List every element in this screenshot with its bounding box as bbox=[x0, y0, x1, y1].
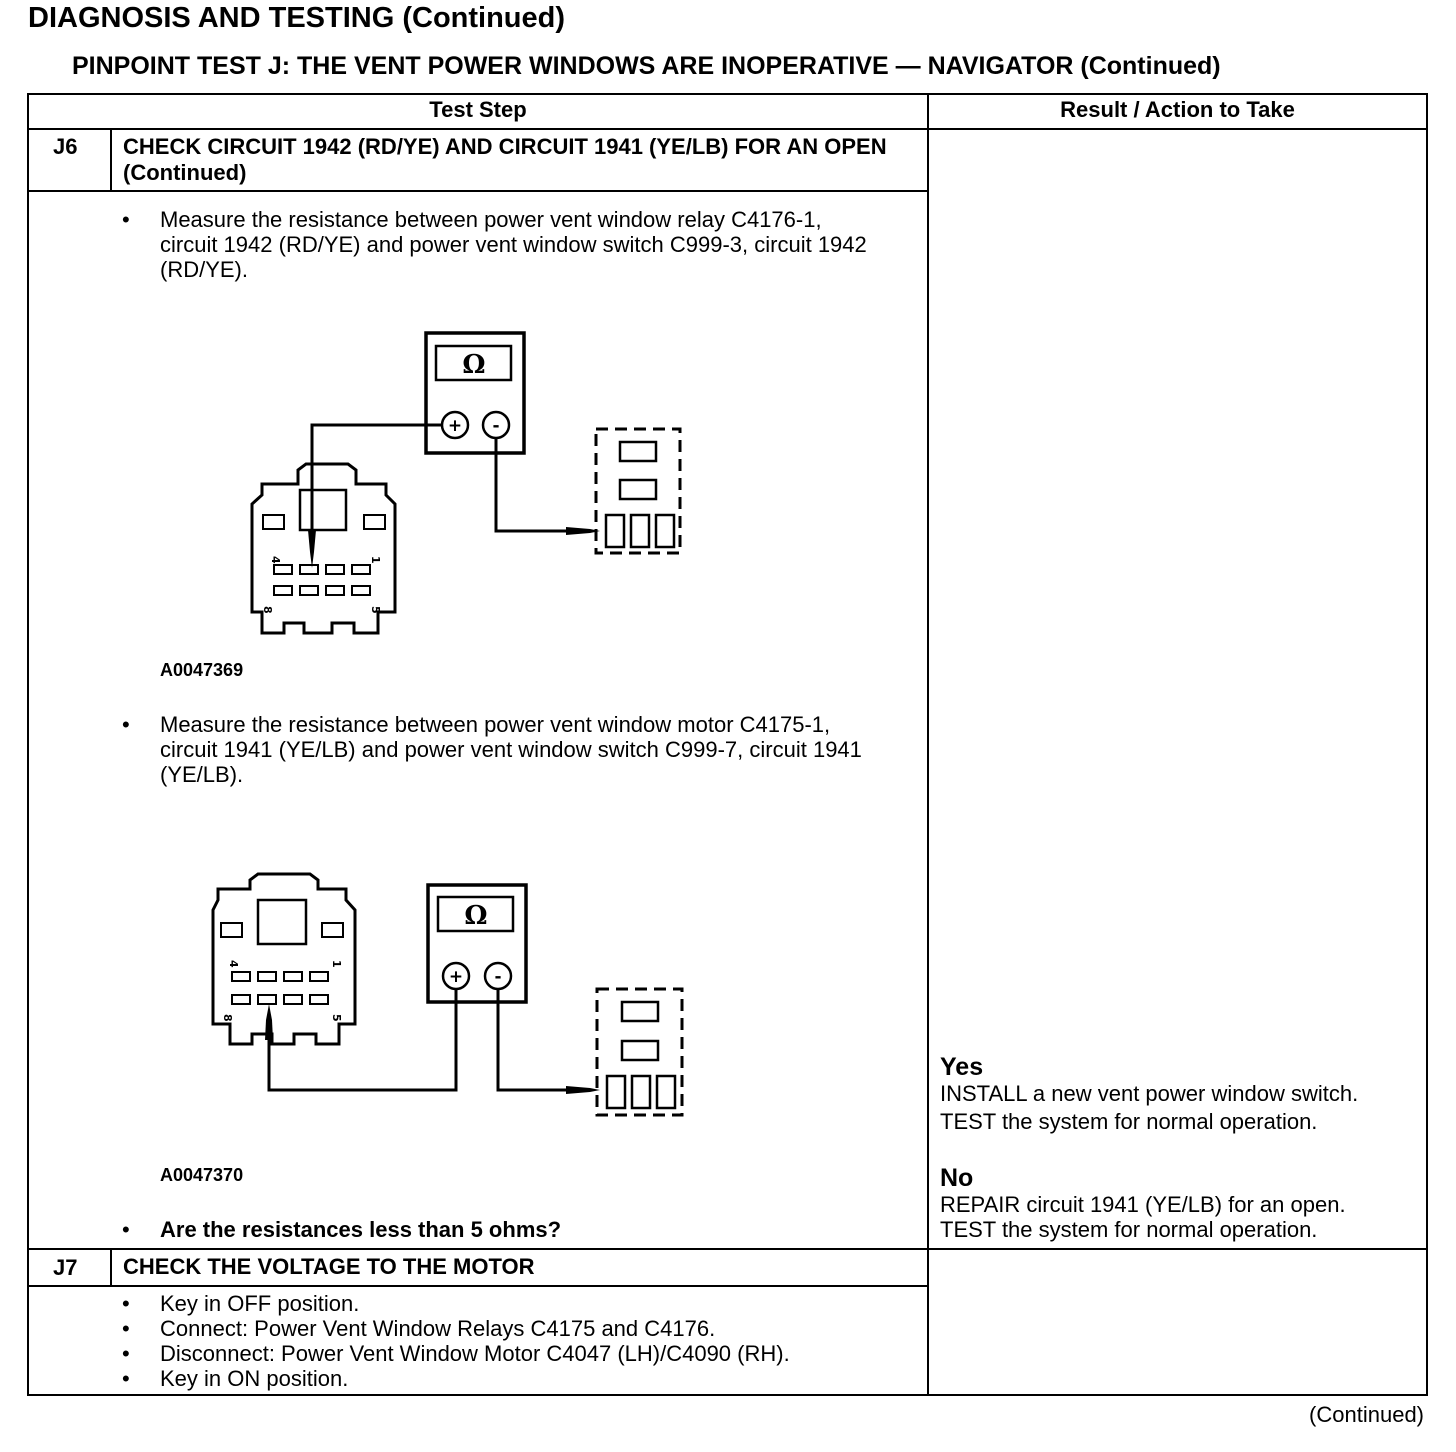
step-title-j7: CHECK THE VOLTAGE TO THE MOTOR bbox=[123, 1254, 535, 1279]
result-no-action-2: TEST the system for normal operation. bbox=[940, 1217, 1318, 1242]
step-j6-instruction-2: Measure the resistance between power vent window motor C4175-1, circuit 1941 (YE/LB) and power vent window switch C999-7, circuit 1941 (YE/LB). bbox=[160, 712, 862, 787]
step-j7-instruction-3: Disconnect: Power Vent Window Motor C4047 (LH)/C4090 (RH). bbox=[160, 1341, 790, 1366]
result-yes-action-2: TEST the system for normal operation. bbox=[940, 1109, 1318, 1134]
figure-id-2: A0047370 bbox=[160, 1165, 244, 1185]
step-j7-instruction-4: Key in ON position. bbox=[160, 1366, 349, 1391]
page-title: DIAGNOSIS AND TESTING (Continued) bbox=[28, 2, 566, 34]
pin-label: 4 bbox=[227, 960, 240, 968]
bullet-marker: • bbox=[122, 1366, 130, 1391]
step-title-j6: CHECK CIRCUIT 1942 (RD/YE) AND CIRCUIT 1941 (YE/LB) FOR AN OPEN (Continued) bbox=[123, 134, 887, 185]
step-j6-question: Are the resistances less than 5 ohms? bbox=[160, 1217, 562, 1242]
step-id-j7: J7 bbox=[53, 1255, 78, 1280]
step-j7-instruction-2: Connect: Power Vent Window Relays C4175 and C4176. bbox=[160, 1316, 716, 1341]
pin-label: 8 bbox=[221, 1014, 234, 1022]
pin-label: 1 bbox=[330, 960, 343, 968]
result-no-label: No bbox=[940, 1164, 974, 1192]
step-id-j6: J6 bbox=[53, 134, 78, 159]
plus-terminal: + bbox=[447, 416, 463, 436]
header-test-step: Test Step bbox=[429, 97, 527, 122]
ohm-symbol: Ω bbox=[464, 901, 488, 931]
step-j6-instruction-1: Measure the resistance between power vent window relay C4176-1, circuit 1942 (RD/YE) and power vent window switch C999-3, circuit 1942 (RD/YE). bbox=[160, 207, 867, 282]
pinpoint-test-title: PINPOINT TEST J: THE VENT POWER WINDOWS ARE INOPERATIVE — NAVIGATOR (Continued) bbox=[72, 52, 1221, 80]
header-result-action: Result / Action to Take bbox=[1060, 97, 1295, 122]
ohm-symbol: Ω bbox=[462, 350, 486, 380]
bullet-marker: • bbox=[122, 1217, 130, 1242]
result-yes-action-1: INSTALL a new vent power window switch. bbox=[940, 1081, 1359, 1106]
continued-footer: (Continued) bbox=[1309, 1402, 1424, 1427]
bullet-marker: • bbox=[122, 207, 130, 232]
plus-terminal: + bbox=[448, 967, 464, 987]
pin-label: 5 bbox=[369, 606, 382, 614]
step-j7-instruction-1: Key in OFF position. bbox=[160, 1291, 360, 1316]
result-yes-label: Yes bbox=[940, 1053, 984, 1081]
bullet-marker: • bbox=[122, 1291, 130, 1316]
pin-label: 4 bbox=[269, 556, 282, 564]
result-no-action-1: REPAIR circuit 1941 (YE/LB) for an open. bbox=[940, 1192, 1346, 1217]
bullet-marker: • bbox=[122, 1341, 130, 1366]
pin-label: 8 bbox=[261, 606, 274, 614]
bullet-marker: • bbox=[122, 712, 130, 737]
bullet-marker: • bbox=[122, 1316, 130, 1341]
figure-id-1: A0047369 bbox=[160, 660, 244, 680]
pin-label: 1 bbox=[369, 556, 382, 564]
minus-terminal: - bbox=[492, 416, 500, 436]
pin-label: 5 bbox=[330, 1014, 343, 1022]
minus-terminal: - bbox=[494, 967, 502, 987]
